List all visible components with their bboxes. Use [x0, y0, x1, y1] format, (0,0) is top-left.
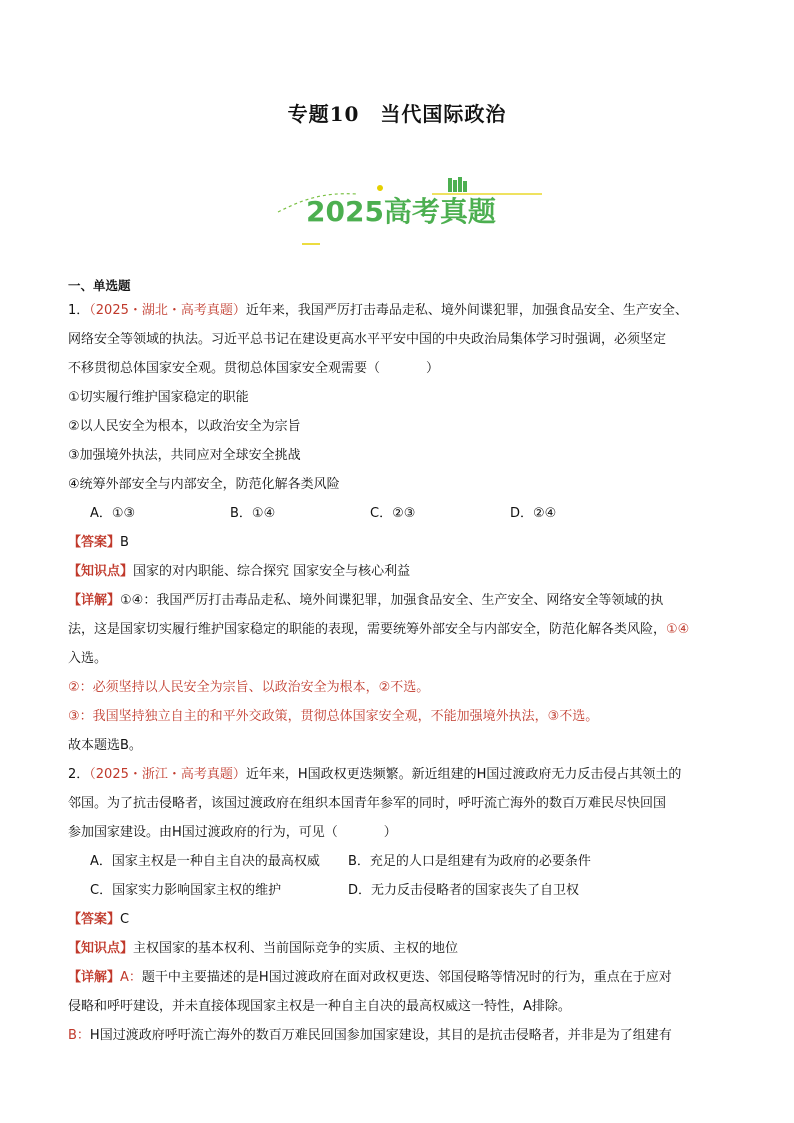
- q1-options: [68, 499, 730, 528]
- q1-stem-line: 不移贯彻总体国家安全观。贯彻总体国家安全观需要（ ）: [68, 361, 440, 376]
- page-title: 专题10 当代国际政治: [287, 102, 507, 126]
- q1-item: ④统筹外部安全与内部安全，防范化解各类风险: [68, 477, 340, 492]
- q1-detail: 入选。: [68, 651, 108, 666]
- q2-knowledge-point: 【知识点】主权国家的基本权利、当前国际竞争的实质、主权的地位: [68, 941, 459, 956]
- q2-option-a: A．国家主权是一种自主自决的最高权威: [90, 854, 320, 869]
- q2-detail: B：H国过渡政府呼吁流亡海外的数百万难民回国参加国家建设，其目的是抗击侵略者，并非是为了组建有: [68, 1028, 672, 1043]
- q1-option-d: D．②④: [510, 506, 557, 521]
- q1-item: ①切实履行维护国家稳定的职能: [68, 390, 249, 405]
- q1-stem-line: 网络安全等领域的执法。习近平总书记在建设更高水平平安中国的中央政治局集体学习时强调，必须坚定: [68, 332, 667, 347]
- q2-answer: 【答案】C: [68, 912, 130, 927]
- q2-detail: 侵略和呼吁建设，并未直接体现国家主权是一种自主自决的最高权威这一特性，A排除。: [68, 999, 571, 1014]
- q2-stem-line: 邻国。为了抗击侵略者，该国过渡政府在组织本国青年参军的同时，呼吁流亡海外的数百万难民尽快回国: [68, 796, 667, 811]
- q1-option-c: C．②③: [370, 506, 416, 521]
- q2-option-b: B．充足的人口是组建有为政府的必要条件: [348, 854, 591, 869]
- q2-options-row: [68, 847, 730, 876]
- q1-answer: 【答案】B: [68, 535, 129, 550]
- q2-option-d: D．无力反击侵略者的国家丧失了自卫权: [348, 883, 580, 898]
- q1-detail: 法，这是国家切实履行维护国家稳定的职能的表现，需要统筹外部安全与内部安全，防范化解各类风险，①④: [68, 622, 690, 637]
- q1-knowledge-point: 【知识点】国家的对内职能、综合探究 国家安全与核心利益: [68, 564, 411, 579]
- banner-title: 2025高考真题: [306, 195, 496, 228]
- q1-stem-line: 1．（2025・湖北・高考真题）近年来，我国严厉打击毒品走私、境外间谍犯罪，加强食品安全、生产安全、: [68, 303, 688, 318]
- q1-conclusion: 故本题选B。: [68, 738, 142, 753]
- document-body: [68, 276, 730, 1050]
- q2-options-row: [68, 876, 730, 905]
- q1-detail: ③：我国坚持独立自主的和平外交政策，贯彻总体国家安全观，不能加强境外执法，③不选。: [68, 709, 599, 724]
- q2-option-c: C．国家实力影响国家主权的维护: [90, 883, 282, 898]
- q1-detail: ②：必须坚持以人民安全为宗旨、以政治安全为根本，②不选。: [68, 680, 430, 695]
- q1-detail: 【详解】①④：我国严厉打击毒品走私、境外间谍犯罪，加强食品安全、生产安全、网络安全等领域的执: [68, 593, 664, 608]
- q2-stem-line: 2．（2025・浙江・高考真题）近年来，H国政权更迭频繁。新近组建的H国过渡政府无力反击侵占其领土的: [68, 767, 682, 782]
- q1-item: ③加强境外执法，共同应对全球安全挑战: [68, 448, 301, 463]
- q2-detail: 【详解】A：题干中主要描述的是H国过渡政府在面对政权更迭、邻国侵略等情况时的行为，重点在于应对: [68, 970, 672, 985]
- q1-option-b: B．①④: [230, 506, 276, 521]
- q2-stem-line: 参加国家建设。由H国过渡政府的行为，可见（ ）: [68, 825, 397, 840]
- section-heading: 一、单选题: [68, 278, 131, 293]
- q1-option-a: A．①③: [90, 506, 136, 521]
- q1-item: ②以人民安全为根本，以政治安全为宗旨: [68, 419, 301, 434]
- banner: [262, 172, 552, 250]
- q2-source: （2025・浙江・高考真题）: [89, 767, 246, 782]
- q1-source: （2025・湖北・高考真题）: [89, 303, 246, 318]
